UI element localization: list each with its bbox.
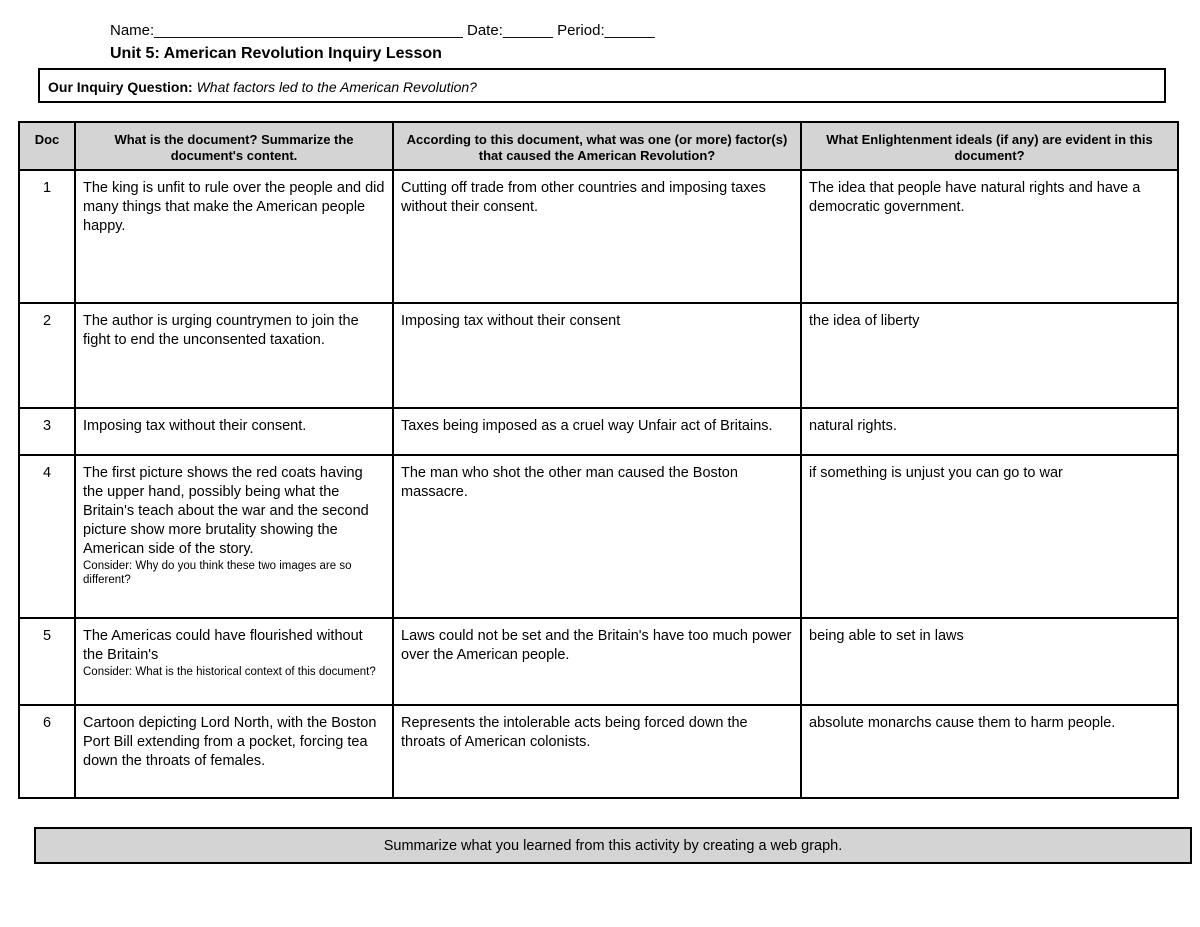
ideals-cell: being able to set in laws <box>801 618 1178 705</box>
table-header-row <box>19 122 1178 170</box>
summary-cell <box>75 455 393 618</box>
document-analysis-table <box>18 121 1179 799</box>
ideals-cell: absolute monarchs cause them to harm people. <box>801 705 1178 798</box>
inquiry-question-text: What factors led to the American Revolution? <box>196 79 477 95</box>
summary-text: Cartoon depicting Lord North, with the Boston Port Bill extending from a pocket, forcing tea down the throats of females. <box>83 715 377 769</box>
doc-number: 6 <box>19 705 75 798</box>
header-factor: According to this document, what was one (or more) factor(s) that caused the American Revolution? <box>393 122 801 170</box>
inquiry-question-box <box>38 68 1166 103</box>
ideals-cell: The idea that people have natural rights and have a democratic government. <box>801 170 1178 303</box>
factor-cell: Imposing tax without their consent <box>393 303 801 408</box>
summary-cell <box>75 303 393 408</box>
unit-title: Unit 5: American Revolution Inquiry Lesson <box>110 45 442 62</box>
summary-text: The first picture shows the red coats having the upper hand, possibly being what the Britain's teach about the war and the second picture show more brutality showing the American side of the story. <box>83 465 369 557</box>
table-row <box>19 455 1178 618</box>
table-row <box>19 170 1178 303</box>
doc-number: 5 <box>19 618 75 705</box>
factor-cell: The man who shot the other man caused the Boston massacre. <box>393 455 801 618</box>
summary-cell <box>75 705 393 798</box>
header-summary: What is the document? Summarize the document's content. <box>75 122 393 170</box>
consider-note: Consider: Why do you think these two images are so different? <box>83 560 352 586</box>
factor-cell: Laws could not be set and the Britain's have too much power over the American people. <box>393 618 801 705</box>
table-row <box>19 303 1178 408</box>
table-row <box>19 408 1178 455</box>
ideals-cell: natural rights. <box>801 408 1178 455</box>
header-doc: Doc <box>19 122 75 170</box>
inquiry-question-label: Our Inquiry Question: <box>48 79 193 95</box>
summary-text: The king is unfit to rule over the people and did many things that make the American people happy. <box>83 180 385 234</box>
summary-text: The Americas could have flourished without the Britain's <box>83 628 363 663</box>
summary-text: The author is urging countrymen to join the fight to end the unconsented taxation. <box>83 313 359 348</box>
doc-number: 3 <box>19 408 75 455</box>
ideals-cell: the idea of liberty <box>801 303 1178 408</box>
table-row <box>19 705 1178 798</box>
summary-prompt-box: Summarize what you learned from this activity by creating a web graph. <box>34 827 1192 864</box>
summary-text: Imposing tax without their consent. <box>83 418 307 434</box>
summary-cell <box>75 618 393 705</box>
doc-number: 1 <box>19 170 75 303</box>
factor-cell: Cutting off trade from other countries and imposing taxes without their consent. <box>393 170 801 303</box>
table-row <box>19 618 1178 705</box>
summary-cell <box>75 170 393 303</box>
name-date-period-line: Name:_____________________________________ Date:______ Period:______ <box>110 22 655 39</box>
doc-number: 4 <box>19 455 75 618</box>
doc-number: 2 <box>19 303 75 408</box>
factor-cell: Represents the intolerable acts being forced down the throats of American colonists. <box>393 705 801 798</box>
header-ideals: What Enlightenment ideals (if any) are evident in this document? <box>801 122 1178 170</box>
summary-cell <box>75 408 393 455</box>
ideals-cell: if something is unjust you can go to war <box>801 455 1178 618</box>
factor-cell: Taxes being imposed as a cruel way Unfair act of Britains. <box>393 408 801 455</box>
consider-note: Consider: What is the historical context of this document? <box>83 666 376 678</box>
